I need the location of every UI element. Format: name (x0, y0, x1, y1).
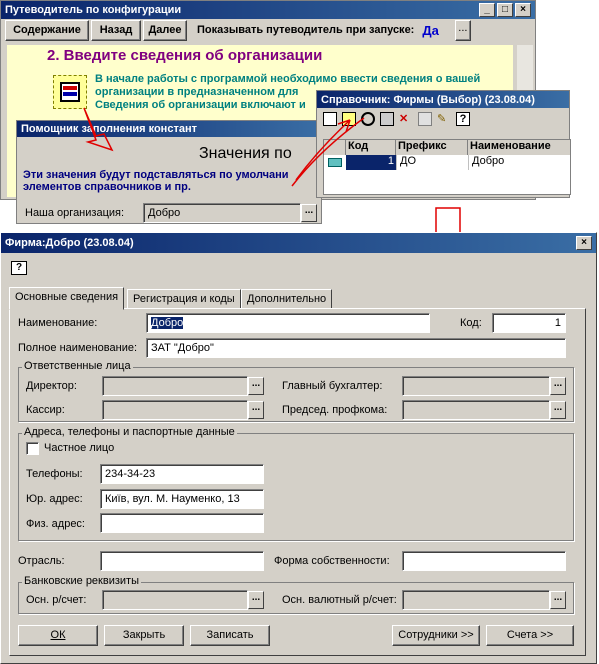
next-button[interactable]: Далее (143, 20, 187, 41)
column-name[interactable]: Наименование (470, 140, 551, 152)
code-label: Код: (460, 317, 482, 329)
industry-field[interactable] (100, 551, 264, 571)
guide-titlebar (1, 1, 535, 19)
add-row-icon[interactable] (380, 112, 394, 126)
director-field[interactable] (102, 376, 248, 396)
contents-button[interactable]: Содержание (5, 20, 89, 41)
code-field[interactable]: 1 (492, 313, 566, 333)
currency-account-field[interactable] (402, 590, 550, 610)
responsible-group-title: Ответственные лица (24, 360, 131, 372)
directory-table (323, 139, 571, 195)
directory-titlebar (317, 91, 569, 108)
show-guide-dropdown[interactable]: ... (455, 20, 471, 41)
cashier-select-button[interactable]: ... (248, 401, 264, 419)
column-code[interactable]: Код (346, 140, 396, 155)
legal-address-field[interactable]: Київ, вул. М. Науменко, 13 (100, 489, 264, 509)
tab-registration[interactable]: Регистрация и коды (127, 289, 241, 309)
new-icon[interactable] (323, 112, 337, 126)
physical-address-label: Физ. адрес: (26, 518, 85, 530)
save-button[interactable]: Записать (190, 625, 270, 646)
director-label: Директор: (26, 380, 77, 392)
private-person-label: Частное лицо (44, 442, 115, 454)
new-group-icon[interactable] (342, 112, 356, 126)
firm-title: Фирма:Добро (23.08.04) (5, 237, 134, 249)
employees-button[interactable]: Сотрудники >> (392, 625, 480, 646)
main-account-select-button[interactable]: ... (248, 591, 264, 609)
name-label: Наименование: (18, 317, 98, 329)
firm-window (0, 232, 597, 664)
close-button[interactable]: × (515, 3, 531, 17)
close-form-button[interactable]: Закрыть (104, 625, 184, 646)
legal-address-label: Юр. адрес: (26, 493, 83, 505)
accounts-button[interactable]: Счета >> (486, 625, 574, 646)
firm-titlebar (1, 233, 596, 253)
properties-icon[interactable] (418, 112, 432, 126)
row-code: 1 (346, 155, 396, 170)
currency-account-label: Осн. валютный р/счет: (282, 594, 397, 606)
main-account-label: Осн. р/счет: (26, 594, 87, 606)
guide-text: В начале работы с программой необходимо ввести сведения о вашей организации в предназначенном для Сведения об организации включают и (95, 73, 481, 111)
row-name: Добро (468, 155, 568, 170)
chief-accountant-field[interactable] (402, 376, 550, 396)
row-prefix: ДО (396, 155, 468, 170)
currency-account-select-button[interactable]: ... (550, 591, 566, 609)
main-account-field[interactable] (102, 590, 248, 610)
chief-accountant-label: Главный бухгалтер: (282, 380, 383, 392)
chief-accountant-select-button[interactable]: ... (550, 377, 566, 395)
minimize-button[interactable]: _ (479, 3, 495, 17)
folder-icon (324, 155, 346, 170)
our-organization-select-button[interactable]: ... (301, 204, 317, 222)
full-name-field[interactable]: ЗАТ "Добро" (146, 338, 566, 358)
our-organization-field[interactable]: Добро (143, 203, 301, 223)
bank-group-title: Банковские реквизиты (24, 575, 139, 587)
organization-icon (53, 75, 87, 109)
helper-window (16, 120, 322, 224)
union-head-label: Председ. профкома: (282, 404, 388, 416)
delete-icon[interactable]: ✕ (399, 113, 409, 125)
show-guide-label: Показывать путеводитель при запуске: (197, 24, 415, 36)
full-name-label: Полное наименование: (18, 342, 138, 354)
ownership-label: Форма собственности: (274, 555, 390, 567)
guide-title: Путеводитель по конфигурации (5, 4, 182, 16)
guide-heading: 2. Введите сведения об организации (47, 47, 323, 64)
settings-icon[interactable]: ✎ (437, 113, 447, 125)
firm-close-button[interactable]: × (576, 236, 592, 250)
help-icon[interactable]: ? (456, 112, 470, 126)
column-prefix[interactable]: Префикс (396, 140, 468, 155)
directory-toolbar (317, 108, 569, 132)
guide-toolbar (1, 19, 535, 41)
ownership-field[interactable] (402, 551, 566, 571)
our-organization-label: Наша организация: (25, 207, 125, 219)
helper-titlebar (17, 121, 321, 137)
help-button[interactable]: ? (11, 261, 27, 275)
industry-label: Отрасль: (18, 555, 65, 567)
name-field[interactable]: Добро (146, 313, 430, 333)
back-button[interactable]: Назад (91, 20, 141, 41)
helper-values-title: Значения по (199, 145, 292, 162)
table-row[interactable] (324, 155, 570, 170)
cashier-label: Кассир: (26, 404, 65, 416)
tab-panel (9, 308, 586, 656)
helper-info: Эти значения будут подставляться по умолчани элементов справочников и пр. (23, 169, 289, 193)
ok-button[interactable]: ОК (18, 625, 98, 646)
union-head-field[interactable] (402, 400, 550, 420)
cashier-field[interactable] (102, 400, 248, 420)
directory-window (316, 90, 570, 198)
address-group-title: Адреса, телефоны и паспортные данные (24, 426, 235, 438)
table-header (324, 140, 570, 155)
phones-field[interactable]: 234-34-23 (100, 464, 264, 484)
physical-address-field[interactable] (100, 513, 264, 533)
helper-title: Помощник заполнения констант (21, 123, 197, 135)
director-select-button[interactable]: ... (248, 377, 264, 395)
private-person-checkbox[interactable] (26, 442, 39, 455)
phones-label: Телефоны: (26, 468, 83, 480)
directory-title: Справочник: Фирмы (Выбор) (23.08.04) (321, 93, 535, 106)
union-head-select-button[interactable]: ... (550, 401, 566, 419)
find-icon[interactable] (361, 112, 375, 126)
tab-main-info[interactable]: Основные сведения (9, 287, 124, 310)
maximize-button[interactable]: □ (497, 3, 513, 17)
show-guide-value[interactable]: Да (422, 22, 439, 38)
tab-additional[interactable]: Дополнительно (241, 289, 332, 309)
